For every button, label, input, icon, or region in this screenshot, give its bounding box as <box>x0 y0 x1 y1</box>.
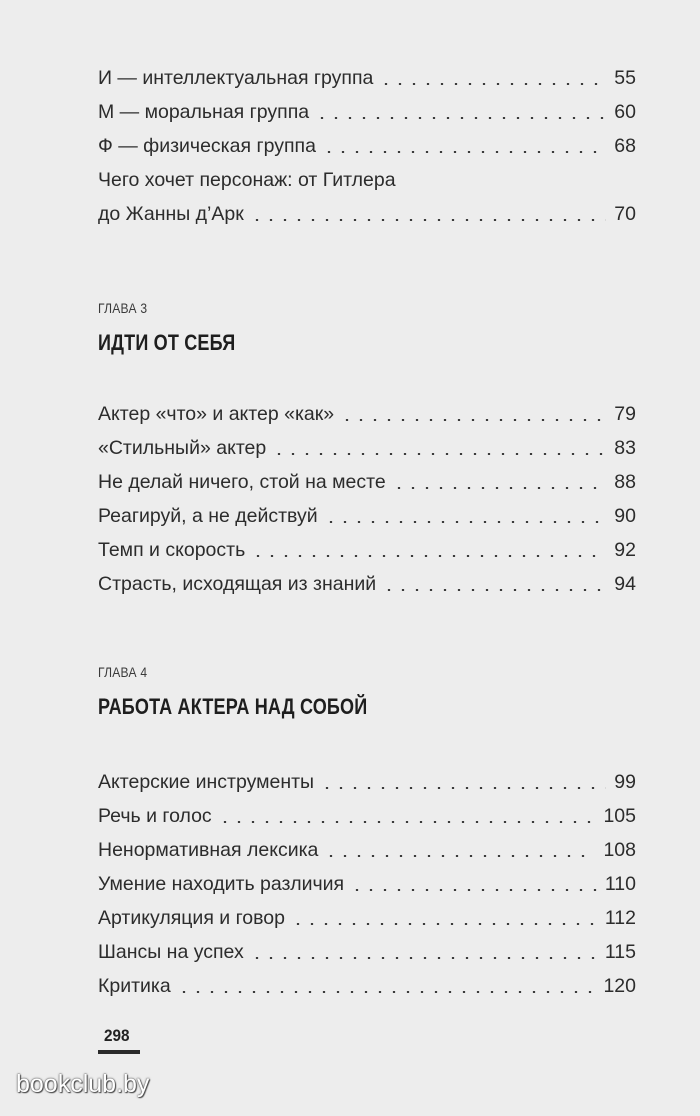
toc-entry-page: 68 <box>614 135 636 157</box>
toc-entry-page: 70 <box>614 203 636 225</box>
watermark: bookclub.by <box>16 1070 150 1098</box>
dot-leader <box>250 957 597 959</box>
dot-leader <box>379 83 606 85</box>
toc-entry-title: Ненормативная лексика <box>98 839 319 861</box>
chapter-title: ИДТИ ОТ СЕБЯ <box>98 330 236 355</box>
toc-entry <box>98 532 636 562</box>
toc-entry-title-line1: Чего хочет персонаж: от Гитлера <box>98 169 396 191</box>
toc-entry-title: Критика <box>98 975 171 997</box>
toc-entry-page: 115 <box>604 941 636 963</box>
toc-entry-title: Реагируй, а не действуй <box>98 505 318 527</box>
dot-leader <box>382 589 606 591</box>
toc-entry <box>98 566 636 596</box>
dot-leader <box>350 889 597 891</box>
page-number-rule <box>98 1050 140 1054</box>
toc-entry <box>98 94 636 124</box>
toc-entry <box>98 832 636 862</box>
dot-leader <box>324 855 595 857</box>
toc-entry-title: Шансы на успех <box>98 941 244 963</box>
toc-entry-page: 112 <box>604 907 636 929</box>
toc-entry-page: 79 <box>614 403 636 425</box>
toc-entry-title: Темп и скорость <box>98 539 246 561</box>
toc-entry-page: 99 <box>614 771 636 793</box>
dot-leader <box>291 923 597 925</box>
toc-entry <box>98 934 636 964</box>
dot-leader <box>315 117 606 119</box>
toc-entry-title: Не делай ничего, стой на месте <box>98 471 386 493</box>
toc-entry <box>98 60 636 90</box>
page-number: 298 <box>104 1026 130 1045</box>
dot-leader <box>392 487 607 489</box>
dot-leader <box>250 219 607 221</box>
dot-leader <box>324 521 607 523</box>
chapter-label: ГЛАВА 3 <box>98 300 148 316</box>
toc-entry-title: Страсть, исходящая из знаний <box>98 573 377 595</box>
toc-entry-page: 55 <box>614 67 636 89</box>
toc-entry-title-line2: до Жанны д’Арк <box>98 203 244 225</box>
toc-entry-title: Умение находить различия <box>98 873 345 895</box>
dot-leader <box>340 419 606 421</box>
toc-entry <box>98 128 636 158</box>
toc-entry-page: 120 <box>603 975 636 997</box>
dot-leader <box>320 787 606 789</box>
toc-entry-title: «Стильный» актер <box>98 437 267 459</box>
toc-entry-title: Актерские инструменты <box>98 771 315 793</box>
toc-entry <box>98 498 636 528</box>
toc-entry <box>98 798 636 828</box>
toc-entry-page: 60 <box>614 101 636 123</box>
toc-entry-title: Ф — физическая группа <box>98 135 316 157</box>
toc-entry <box>98 764 636 794</box>
toc-entry <box>98 968 636 998</box>
toc-entry-page: 92 <box>614 539 636 561</box>
dot-leader <box>272 453 606 455</box>
toc-entry <box>98 900 636 930</box>
dot-leader <box>218 821 596 823</box>
toc-entry-page: 110 <box>604 873 636 895</box>
toc-entry-page: 88 <box>614 471 636 493</box>
toc-entry <box>98 866 636 896</box>
toc-entry <box>98 464 636 494</box>
toc-entry-title: И — интеллектуальная группа <box>98 67 374 89</box>
toc-entry <box>98 430 636 460</box>
toc-entry-page: 108 <box>603 839 636 861</box>
toc-entry <box>98 196 636 226</box>
toc-entry-title: Речь и голос <box>98 805 212 827</box>
toc-entry-page: 90 <box>614 505 636 527</box>
toc-entry-title: М — моральная группа <box>98 101 310 123</box>
toc-entry-title: Актер «что» и актер «как» <box>98 403 335 425</box>
dot-leader <box>251 555 606 557</box>
chapter-title: РАБОТА АКТЕРА НАД СОБОЙ <box>98 694 368 719</box>
toc-entry-page: 94 <box>614 573 636 595</box>
toc-entry-title: Артикуляция и говор <box>98 907 285 929</box>
toc-entry-page: 83 <box>614 437 636 459</box>
toc-entry <box>98 396 636 426</box>
chapter-label: ГЛАВА 4 <box>98 664 148 680</box>
toc-entry-page: 105 <box>603 805 636 827</box>
dot-leader <box>177 991 596 993</box>
dot-leader <box>322 151 606 153</box>
